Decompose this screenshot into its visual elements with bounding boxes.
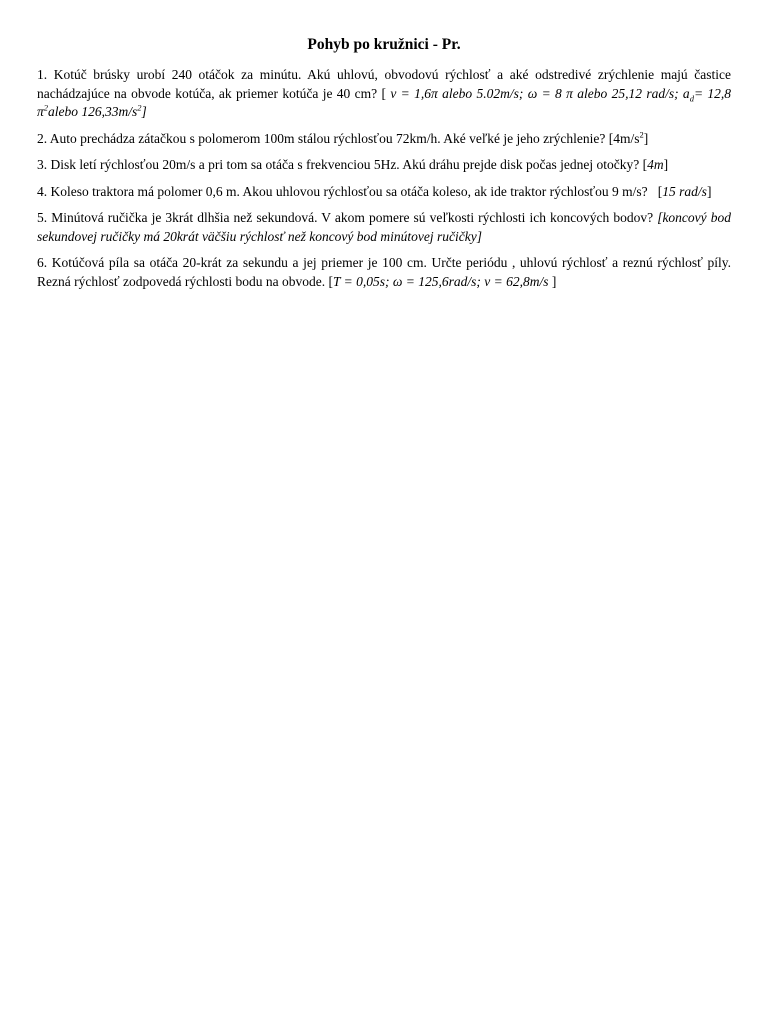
problem-4: [37, 183, 731, 202]
problem-text: Koleso traktora má polomer 0,6 m. Akou uhlovou rýchlosťou sa otáča koleso, ak ide traktor rýchlosťou 9 m/s?: [50, 183, 648, 199]
problem-number: 1.: [37, 67, 48, 82]
problem-text: Disk letí rýchlosťou 20m/s a pri tom sa otáča s frekvenciou 5Hz. Akú dráhu prejde disk počas jednej otočky?: [50, 157, 640, 172]
problem-2: [37, 130, 731, 149]
problem-1: [37, 66, 731, 122]
answer-open: [: [642, 157, 648, 172]
answer-open: [: [328, 273, 333, 289]
problem-6: [37, 254, 731, 291]
problem-text: Auto prechádza zátačkou s polomerom 100m stálou rýchlosťou 72km/h. Aké veľké je jeho zrýchlenie?: [49, 130, 606, 146]
answer-close: ]: [548, 273, 557, 289]
answer-open: [: [381, 85, 386, 101]
problem-number: 6.: [37, 255, 48, 270]
document-page: [37, 36, 731, 299]
problem-answer: v = 1,6π alebo 5.02m/s; ω = 8 π alebo 25,12 rad/s; $a_d= 12,8$ $\pi^2alebo$ $126,33m/s^2$]: [37, 85, 732, 119]
problem-text: Minútová ručička je 3krát dlhšia než sekundová. V akom pomere sú veľkosti rýchlosti ich koncových bodov?: [51, 210, 654, 225]
document-title: Pohyb po kružnici - Pr.: [307, 36, 461, 53]
problem-number: 5.: [37, 210, 48, 225]
problem-5: [37, 209, 731, 246]
problem-number: 3.: [37, 157, 48, 172]
answer-open: [: [657, 183, 663, 199]
problem-answer: $[4m/s^2]$: [608, 129, 649, 146]
answer-close: ]: [706, 183, 712, 199]
problem-number: 4.: [37, 183, 48, 199]
problem-answer: [koncový bod sekundovej ručičky má 20krát väčšiu rýchlosť než koncový bod minútovej ručičky]: [37, 210, 731, 244]
problem-text: Kotúč brúsky urobí 240 otáčok za minútu. Akú uhlovú, obvodovú rýchlosť a aké odstredivé zrýchlenie majú častice nachádzajúce na obvode kotúča, ak priemer kotúča je 40 cm?: [37, 67, 731, 101]
answer-close: ]: [663, 157, 669, 172]
problem-answer: 4m: [647, 157, 664, 172]
problem-text: Kotúčová píla sa otáča 20-krát za sekundu a jej priemer je 100 cm. Určte periódu , uhlovú rýchlosť a reznú rýchlosť píly. Rezná rýchlosť zodpovedá rýchlosti bodu na obvode.: [37, 255, 732, 289]
problem-answer: 15 rad/s: [662, 183, 707, 199]
problem-answer: T = 0,05s; ω = 125,6rad/s; v = 62,8m/s: [332, 273, 549, 289]
problem-number: 2.: [37, 130, 48, 146]
problem-3: [37, 156, 731, 175]
